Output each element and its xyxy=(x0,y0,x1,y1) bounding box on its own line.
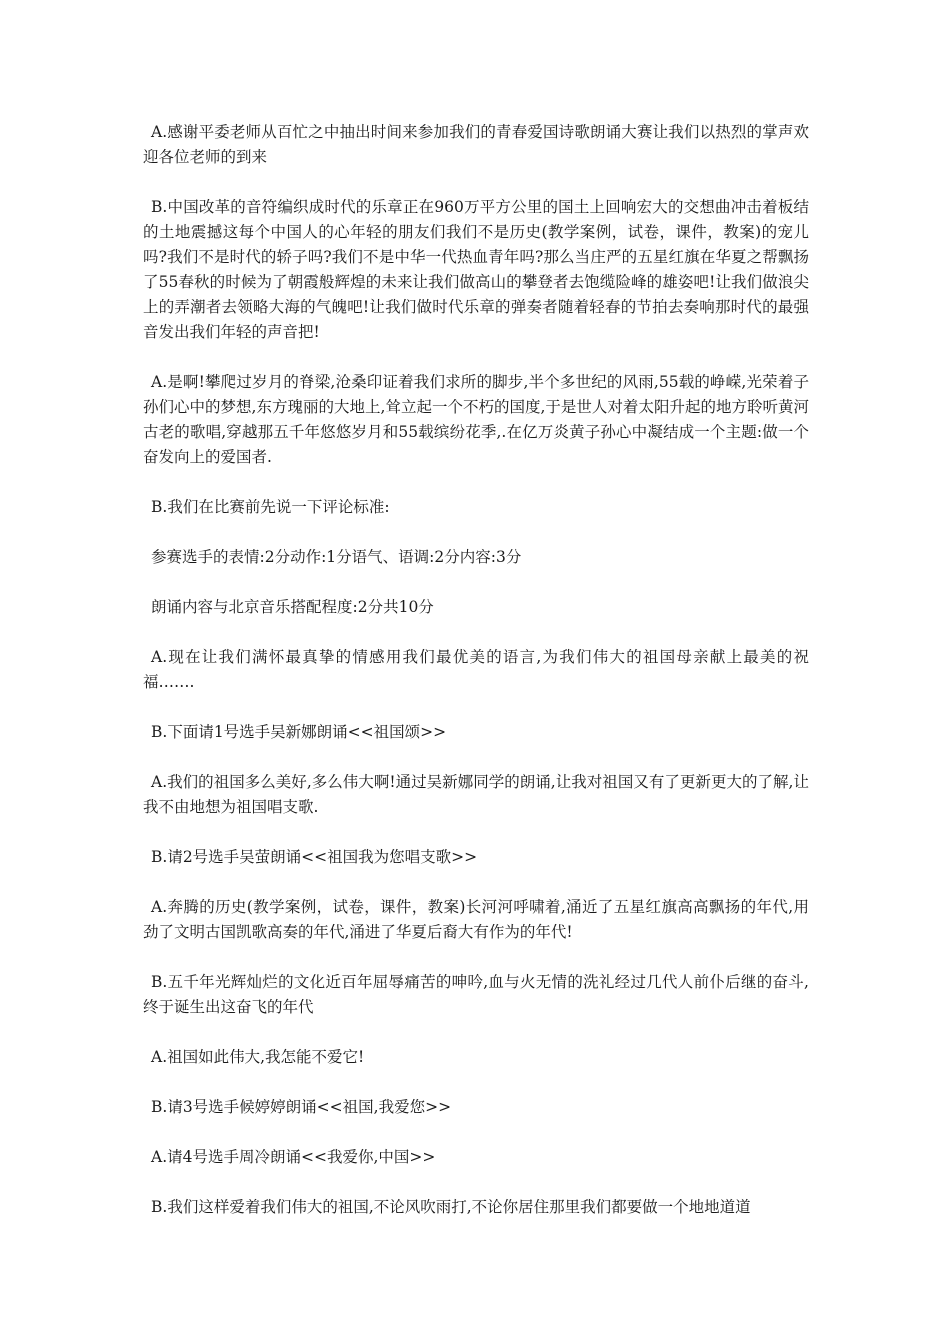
paragraph-1: A.感谢平委老师从百忙之中抽出时间来参加我们的青春爱国诗歌朗诵大赛让我们以热烈的掌声欢迎各位老师的到来 xyxy=(143,123,809,166)
paragraph-9: A.我们的祖国多么美好,多么伟大啊!通过吴新娜同学的朗诵,让我对祖国又有了更新更大的了解,让我不由地想为祖国唱支歌. xyxy=(143,773,809,816)
paragraph-13: A.祖国如此伟大,我怎能不爱它! xyxy=(151,1048,365,1066)
paragraph-7: A.现在让我们满怀最真挚的情感用我们最优美的语言,为我们伟大的祖国母亲献上最美的祝福……. xyxy=(143,648,809,691)
paragraph-2: B.中国改革的音符编织成时代的乐章正在960万平方公里的国土上回响宏大的交想曲冲击着板结的土地震撼这每个中国人的心年轻的朋友们我们不是历史(教学案例，试卷，课件，教案)的宠儿吗?我们不是时代的轿子吗?我们不是中华一代热血青年吗?那么当庄严的五星红旗在华夏之帮飘扬了55春秋的时候为了朝霞般辉煌的未来让我们做高山的攀登者去饱缆险峰的雄姿吧!让我们做浪尖上的弄潮者去领略大海的气魄吧!让我们做时代乐章的弹奏者随着轻春的节拍去奏响那时代的最强音发出我们年轻的声音把! xyxy=(143,198,809,341)
paragraph-10: B.请2号选手吴萤朗诵<<祖国我为您唱支歌>> xyxy=(151,848,478,866)
paragraph-12: B.五千年光辉灿烂的文化近百年屈辱痛苦的呻吟,血与火无情的洗礼经过几代人前仆后继的奋斗,终于诞生出这奋飞的年代 xyxy=(143,973,809,1016)
paragraph-3: A.是啊!攀爬过岁月的脊梁,沧桑印证着我们求所的脚步,半个多世纪的风雨,55载的峥嵘,光荣着子孙们心中的梦想,东方瑰丽的大地上,耸立起一个不朽的国度,于是世人对着太阳升起的地方聆听黄河古老的歌唱,穿越那五千年悠悠岁月和55载缤纷花季,.在亿万炎黄子孙心中凝结成一个主题:做一个奋发向上的爱国者. xyxy=(143,373,809,466)
paragraph-15: A.请4号选手周冷朗诵<<我爱你,中国>> xyxy=(151,1148,436,1166)
document-body xyxy=(143,120,809,1245)
paragraph-4: B.我们在比赛前先说一下评论标准: xyxy=(151,498,390,516)
paragraph-14: B.请3号选手候婷婷朗诵<<祖国,我爱您>> xyxy=(151,1098,452,1116)
paragraph-6: 朗诵内容与北京音乐搭配程度:2分共10分 xyxy=(151,598,434,616)
paragraph-8: B.下面请1号选手吴新娜朗诵<<祖国颂>> xyxy=(151,723,447,741)
paragraph-16: B.我们这样爱着我们伟大的祖国,不论风吹雨打,不论你居住那里我们都要做一个地地道道 xyxy=(151,1198,751,1216)
paragraph-5: 参赛选手的表情:2分动作:1分语气、语调:2分内容:3分 xyxy=(151,548,522,566)
paragraph-11: A.奔腾的历史(教学案例，试卷，课件，教案)长河河呼啸着,涌近了五星红旗高高飘扬的年代,用劲了文明古国凯歌高奏的年代,涌进了华夏后裔大有作为的年代! xyxy=(143,898,809,941)
